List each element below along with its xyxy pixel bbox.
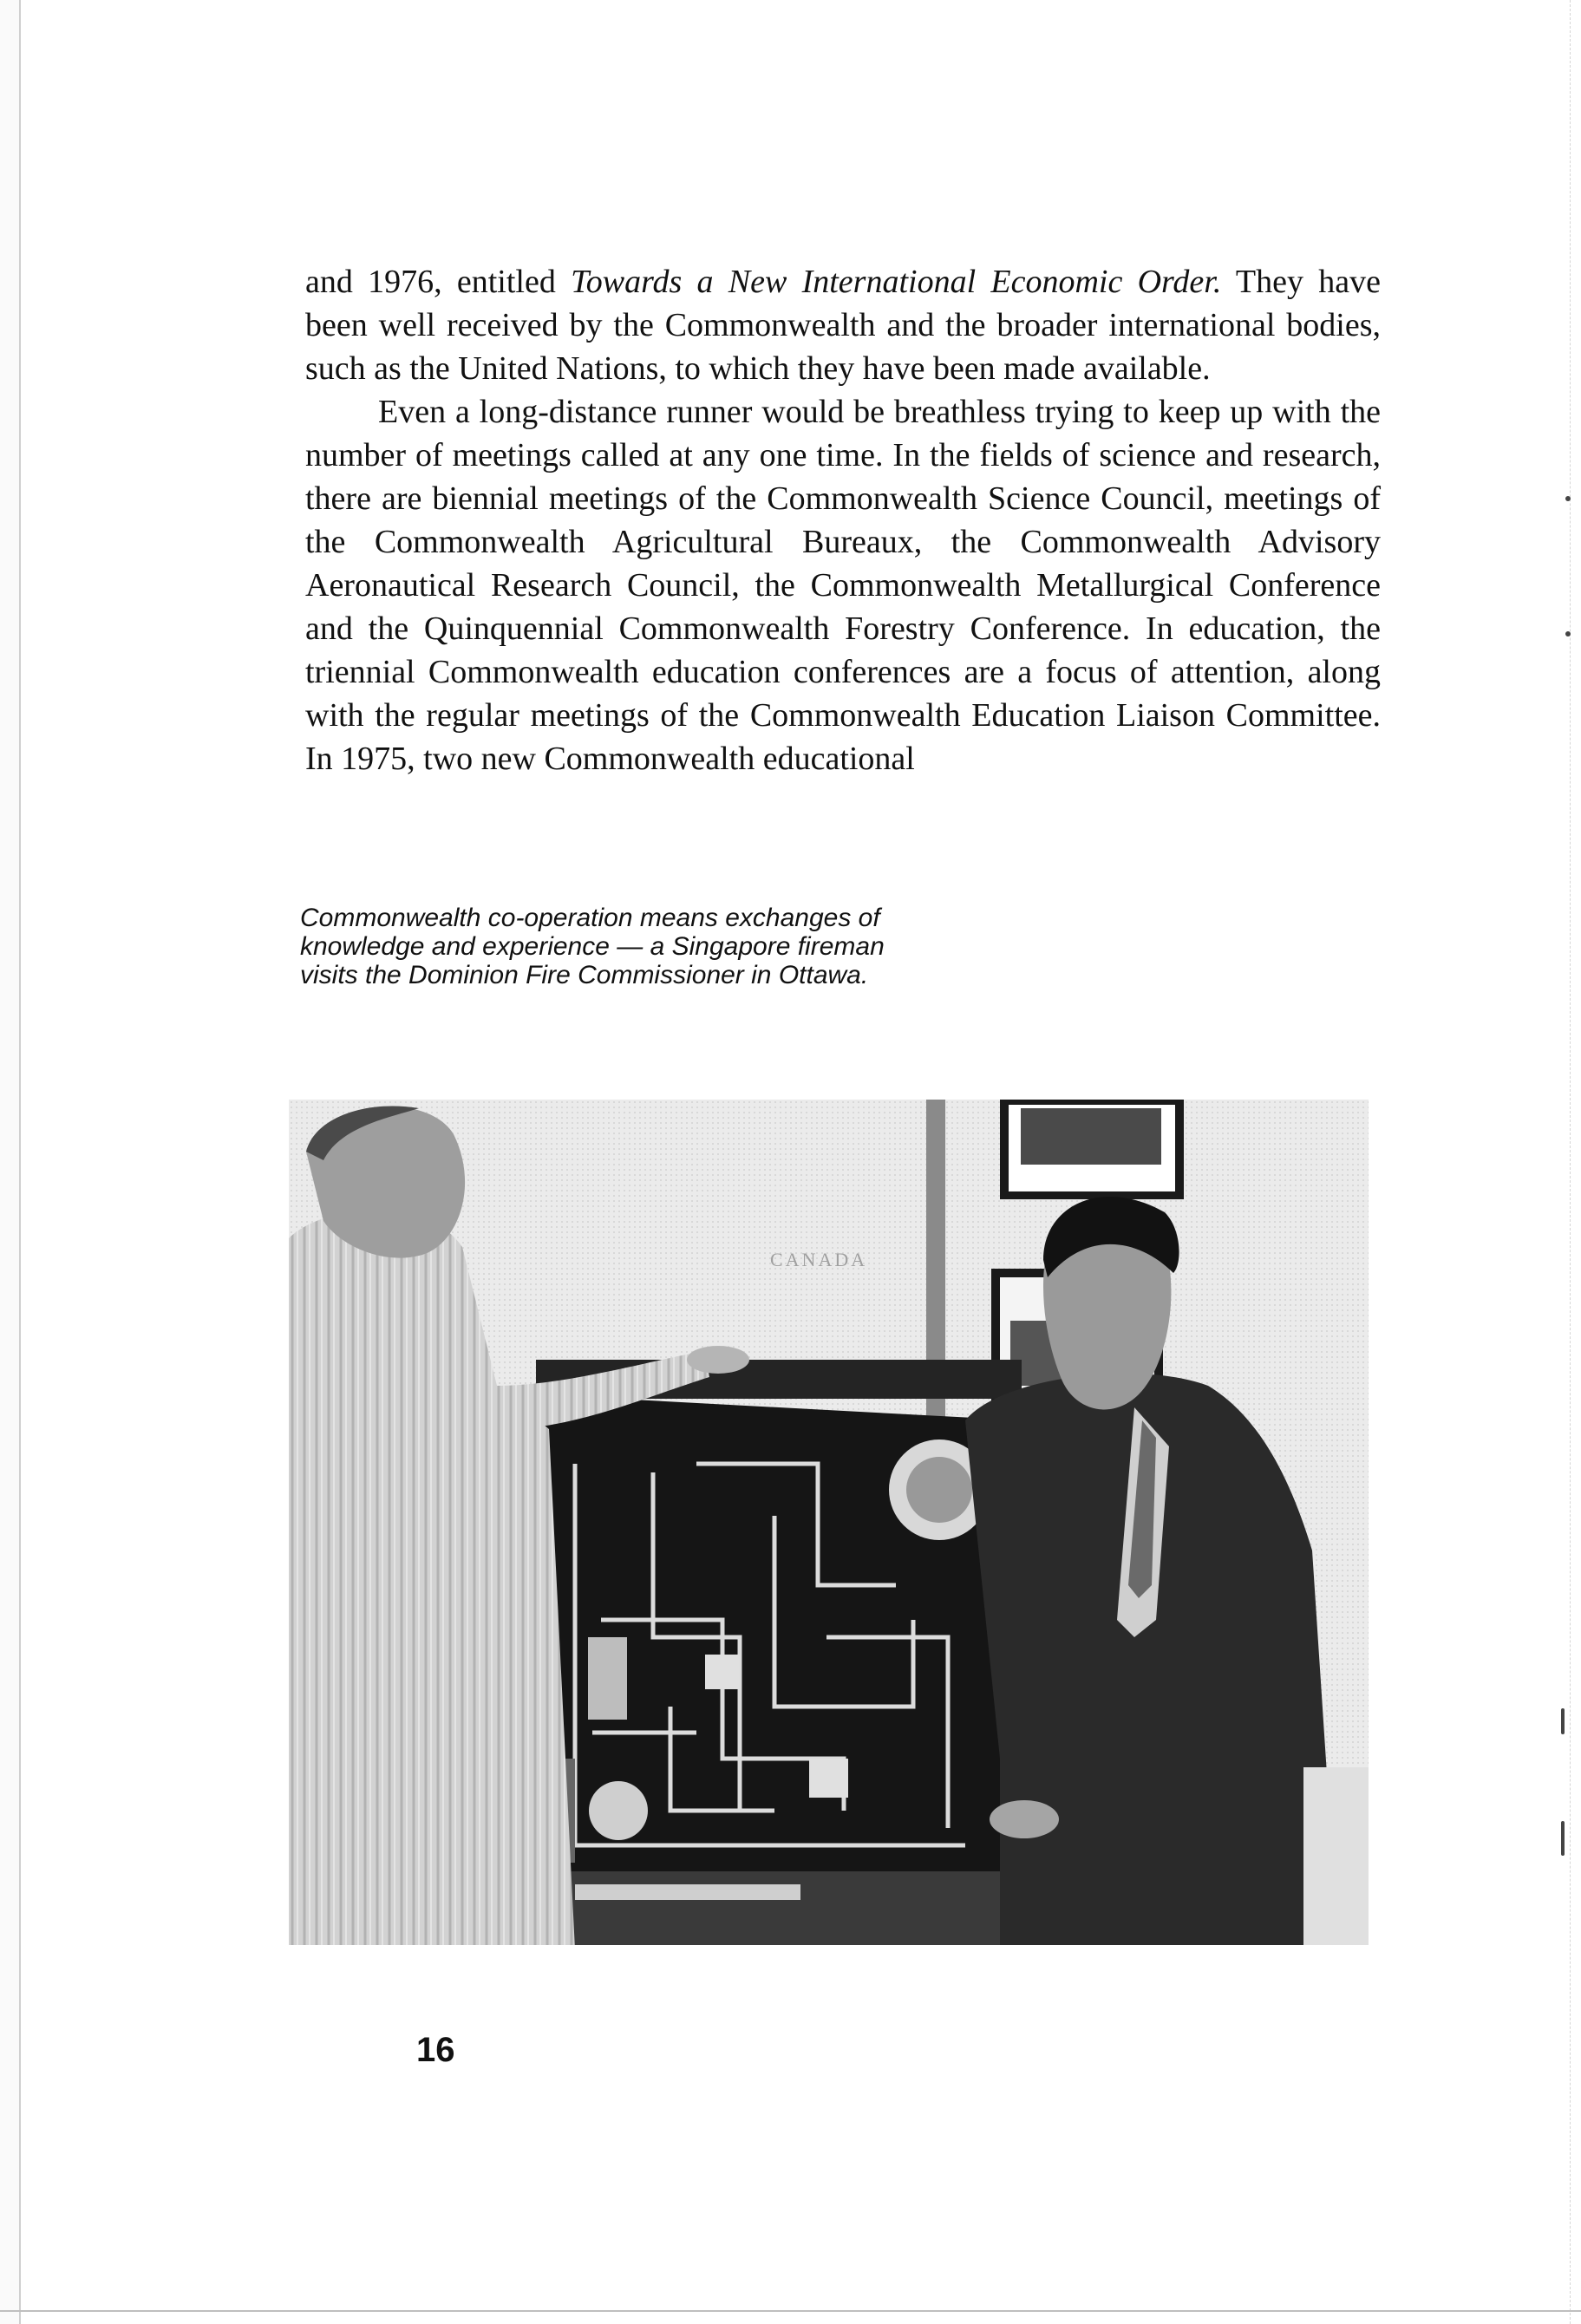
- scan-bottom-rule: [0, 2310, 1581, 2312]
- paragraph-2: Even a long-distance runner would be breathless trying to keep up with the number of meetings called at any one time. In the fields of science and research, there are biennial meetings of the Commonwealth Science Council, meetings of the Commonwealth Agricultural Bureaux, the Commonwealth Advisory Aeronautical Research Council, the Commonwealth Metallurgical Conference and the Quinquennial Commonwealth Forestry Conference. In education, the triennial Commonwealth education conferences are a focus of attention, along with the regular meetings of the Commonwealth Education Liaison Committee. In 1975, two new Commonwealth educational: [305, 394, 1381, 777]
- margin-speck: [1561, 1821, 1565, 1856]
- paragraph-1: [305, 260, 1381, 390]
- margin-speck: [1565, 631, 1571, 636]
- paragraph-1-lead: and 1976, entitled: [305, 264, 572, 300]
- caption-line: knowledge and experience — a Singapore fireman: [300, 932, 885, 961]
- fire-alarm-control-panel: [536, 1360, 1022, 1884]
- scan-edge-right: [1570, 0, 1572, 2324]
- page-number: 16: [416, 2031, 455, 2069]
- caption-line: visits the Dominion Fire Commissioner in Ottawa.: [300, 961, 869, 989]
- photograph: [289, 1100, 1369, 1945]
- body-text: [305, 260, 1381, 780]
- margin-speck: [1565, 496, 1571, 501]
- wall-map-text: CANADA: [770, 1249, 868, 1270]
- scan-edge-left: [0, 0, 21, 2324]
- photograph-illustration: [289, 1100, 1369, 1945]
- report-title-italic: Towards a New International Economic Order.: [571, 264, 1222, 300]
- framed-picture-upper: [1000, 1100, 1184, 1199]
- margin-speck: [1561, 1708, 1565, 1734]
- table-drawer: [575, 1884, 800, 1900]
- paragraph-1-rest: They have been well received by the Commonwealth and the broader international bodies, such as the United Nations, to which they have been made available.: [305, 264, 1381, 387]
- photo-caption: [300, 904, 1011, 989]
- caption-line: Commonwealth co-operation means exchanges of: [300, 904, 880, 932]
- table: [510, 1871, 1065, 1945]
